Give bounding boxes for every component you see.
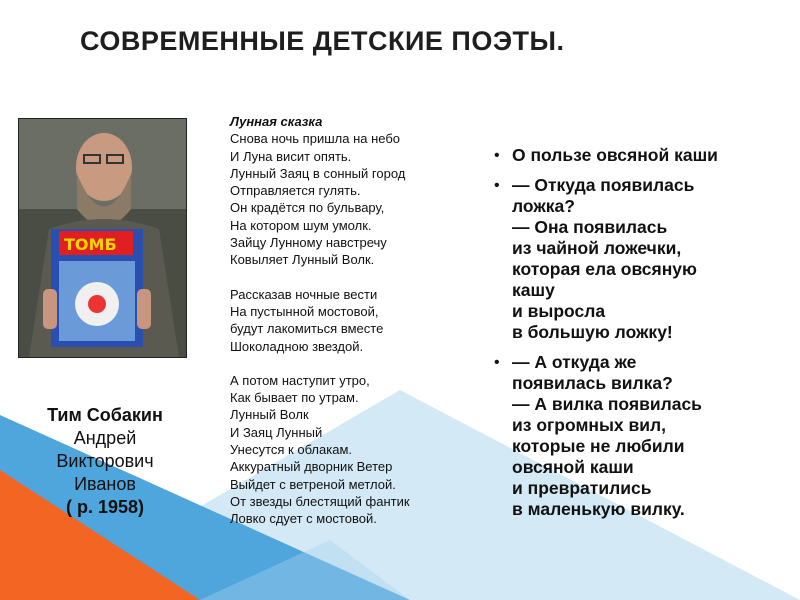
svg-text:ТОМБ: ТОМБ [64, 235, 117, 254]
story-line: из чайной ложечки, [512, 238, 682, 258]
poem-stanza [230, 286, 470, 355]
poem-stanza [230, 130, 470, 268]
author-photo [18, 118, 187, 358]
story-line: из огромных вил, [512, 415, 666, 435]
author-pseudonym: Тим Собакин [47, 405, 163, 425]
story-line: — Откуда появилась [512, 175, 695, 195]
story-line: появилась вилка? [512, 373, 673, 393]
poem-line: Как бывает по утрам. [230, 390, 359, 406]
list-item [492, 352, 792, 520]
story-line: овсяной каши [512, 457, 634, 477]
poem-line: И Луна висит опять. [230, 148, 352, 164]
poem-line: Ловко сдует с мостовой. [230, 511, 377, 527]
poem-line: На котором шум умолк. [230, 217, 372, 233]
poem-line: От звезды блестящий фантик [230, 493, 410, 509]
poem-line: Лунный Заяц в сонный город [230, 165, 406, 181]
author-caption [30, 404, 180, 519]
story-line: которые не любили [512, 436, 685, 456]
story-line: ложка? [512, 196, 575, 216]
list-item [492, 175, 792, 343]
poem-line: А потом наступит утро, [230, 372, 370, 388]
poem-line: Он крадётся по бульвару, [230, 200, 385, 216]
bullet: • [494, 147, 500, 164]
author-name-line: Викторович [56, 451, 154, 471]
poem-title: Лунная сказка [230, 114, 323, 129]
story-line: которая ела овсяную [512, 259, 697, 279]
bullet: • [494, 177, 500, 194]
story-line: в большую ложку! [512, 322, 673, 342]
story-line: кашу [512, 280, 555, 300]
story-line: — А вилка появилась [512, 394, 702, 414]
author-name-line: Иванов [74, 474, 136, 494]
poem-line: Унесутся к облакам. [230, 442, 353, 458]
poem-line: Ковыляет Лунный Волк. [230, 252, 375, 268]
story-list [492, 145, 792, 529]
poem-line: Выйдет с ветреной метлой. [230, 476, 396, 492]
page-title: СОВРЕМЕННЫЕ ДЕТСКИЕ ПОЭТЫ. [80, 26, 565, 56]
story-line: и выросла [512, 301, 606, 321]
author-name-line: Андрей [73, 428, 137, 448]
poem-line: Отправляется гулять. [230, 183, 361, 199]
poem-line: Аккуратный дворник Ветер [230, 459, 393, 475]
story-line: и превратились [512, 478, 652, 498]
poem-line: Рассказав ночные вести [230, 286, 378, 302]
story-line: в маленькую вилку. [512, 499, 685, 519]
poem-line: Зайцу Лунному навстречу [230, 235, 387, 251]
poem-line: На пустынной мостовой, [230, 303, 379, 319]
author-years: ( р. 1958) [65, 497, 145, 517]
story-line: — А откуда же [512, 352, 637, 372]
poem-stanza [230, 372, 470, 528]
poem-line: И Заяц Лунный [230, 424, 323, 440]
bullet: • [494, 354, 500, 371]
poem-line: Снова ночь пришла на небо [230, 131, 401, 147]
poem [230, 113, 470, 545]
poem-line: Лунный Волк [230, 407, 309, 423]
story-line: О пользе овсяной каши [512, 145, 718, 165]
list-item [492, 145, 792, 166]
poem-line: будут лакомиться вместе [230, 321, 384, 337]
story-line: — Она появилась [512, 217, 668, 237]
poem-line: Шоколадною звездой. [230, 338, 364, 354]
